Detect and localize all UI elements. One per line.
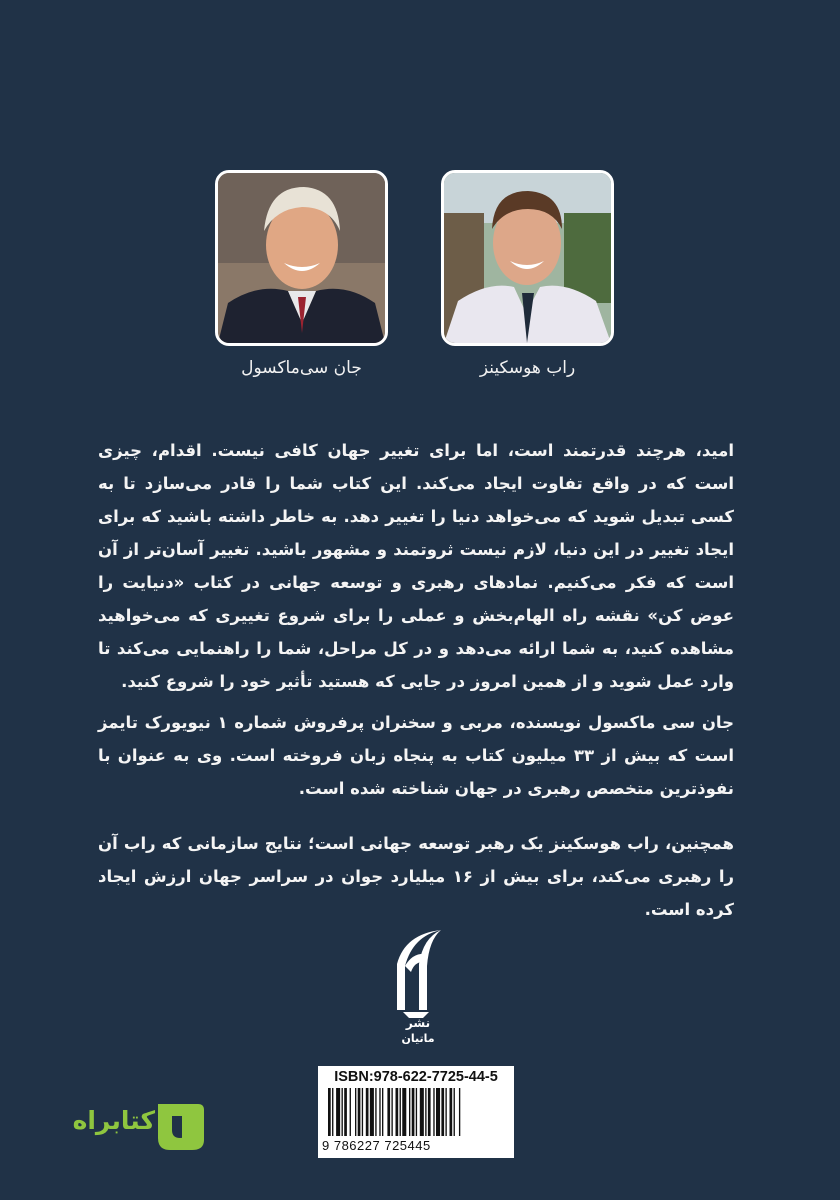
author-photo-maxwell — [215, 170, 388, 346]
ketabrah-logo-icon — [152, 1096, 210, 1154]
brand-name: کتابراه — [72, 1106, 155, 1135]
isbn-barcode — [318, 1066, 514, 1158]
isbn-label: ISBN:978-622-7725-44-5 — [334, 1069, 498, 1085]
publisher-name-line1: نشر — [405, 1016, 431, 1030]
barcode-digits: 9 786227 725445 — [322, 1138, 431, 1153]
publisher-name-line2: ماتیان — [401, 1032, 435, 1045]
description-paragraph: امید، هرچند قدرتمند است، اما برای تغییر جهان کافی نیست. اقدام، چیزی است که در واقع تفاوت ایجاد می‌کند. این کتاب شما را قادر می‌سازد تا به کسی تبدیل شوید که می‌خواهد دنیا را تغییر دهد. به خاطر داشته باشید که برای ایجاد تغییر در این دنیا، لازم نیست ثروتمند و مشهور باشید. تغییر آسان‌تر از آن است که فکر می‌کنیم. نمادهای رهبری و توسعه جهانی در کتاب «دنیایت را عوض کن» نقشه راه الهام‌بخش و عملی را برای شروع تغییری که می‌خواهید مشاهده کنید، به شما ارائه می‌دهد و در کل مراحل، شما را راهنمایی می‌کند تا وارد عمل شوید و از همین امروز در جایی که هستید تأثیر خود را شروع کنید. — [98, 441, 734, 691]
author-name-hoskins: راب هوسکینز — [479, 358, 576, 378]
maxwell-bio-paragraph: جان سی ماکسول نویسنده، مربی و سخنران پرفروش شماره ۱ نیویورک تایمز است که بیش از ۳۳ میلیون کتاب به پنجاه زبان فروخته است. وی به عنوان با نفوذترین متخصص رهبری در جهان شناخته شده است. — [98, 713, 734, 798]
hoskins-bio-paragraph: همچنین، راب هوسکینز یک رهبر توسعه جهانی است؛ نتایج سازمانی که راب آن را رهبری می‌کند، برای بیش از ۱۶ میلیارد جوان در سراسر جهان ارزش ایجاد کرده است. — [98, 834, 734, 919]
barcode-bars — [324, 1088, 508, 1138]
author-name-maxwell: جان سی‌ماکسول — [241, 358, 362, 378]
author-photo-hoskins — [441, 170, 614, 346]
ketabrah-brand — [40, 1096, 210, 1156]
